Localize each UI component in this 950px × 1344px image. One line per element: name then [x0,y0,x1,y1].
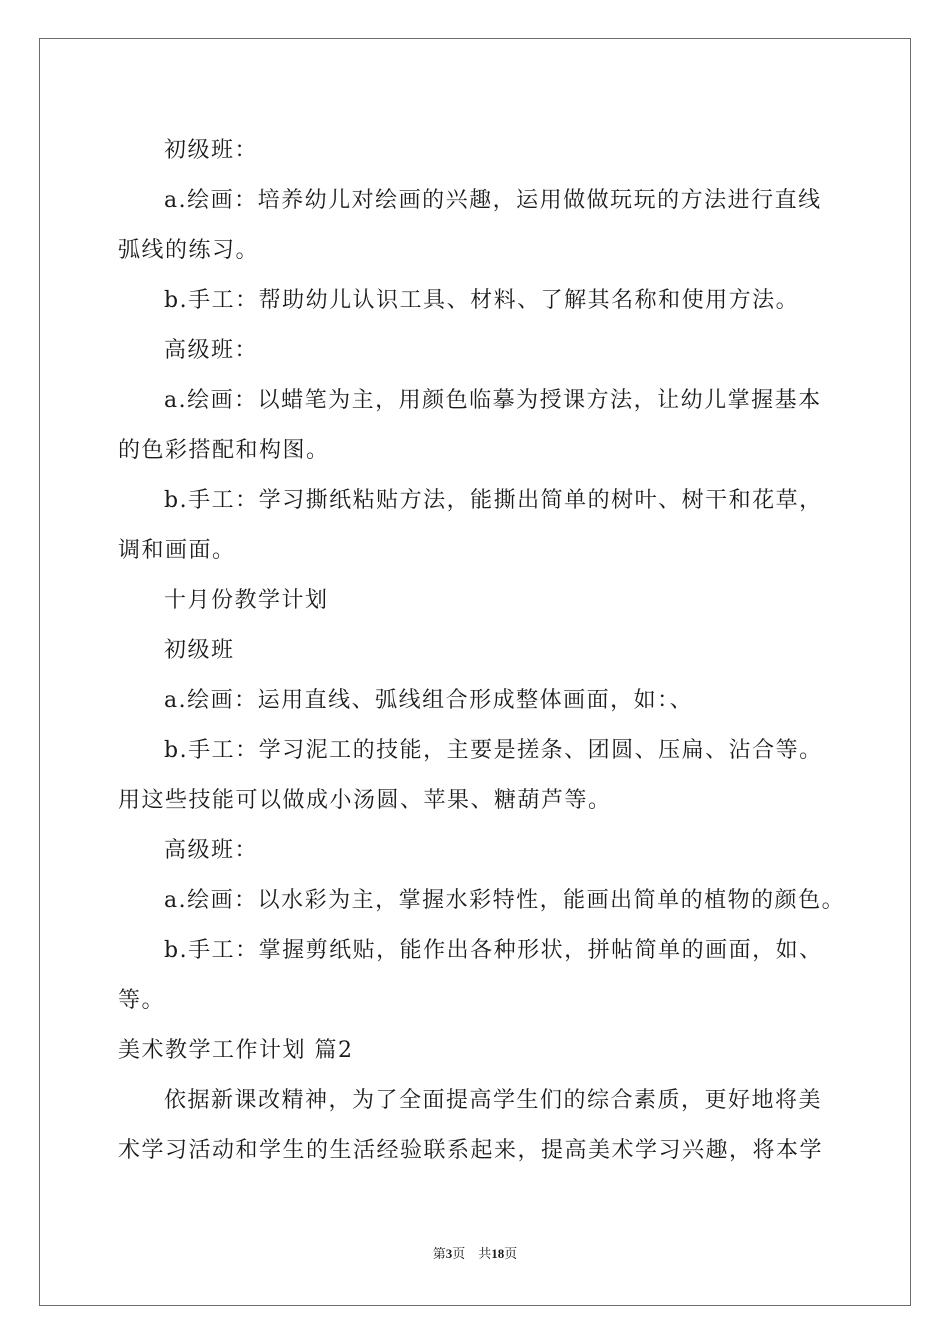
total-pages-number: 18 [491,1246,505,1261]
text-line-21: 术学习活动和学生的生活经验联系起来，提高美术学习兴趣，将本学 [118,1138,824,1163]
section-heading-october: 十月份教学计划 [164,588,329,613]
text-line-8: b.手工：学习撕纸粘贴方法，能撕出简单的树叶、树干和花草， [164,488,823,513]
section-heading-part-2: 美术教学工作计划 篇2 [118,1038,354,1063]
text-line-7: 的色彩搭配和构图。 [118,438,330,463]
text-line-3: 弧线的练习。 [118,238,260,263]
text-line-4: b.手工：帮助幼儿认识工具、材料、了解其名称和使用方法。 [164,288,800,313]
text-line-12: a.绘画：运用直线、弧线组合形成整体画面，如：、 [164,688,694,713]
text-line-16: a.绘画：以水彩为主，掌握水彩特性，能画出简单的植物的颜色。 [164,888,846,913]
text-line-14: 用这些技能可以做成小汤圆、苹果、糖葫芦等。 [118,788,612,813]
text-line-9: 调和画面。 [118,538,236,563]
text-line-18: 等。 [118,988,166,1013]
text-line-17: b.手工：掌握剪纸贴，能作出各种形状，拼帖简单的画面，如、 [164,938,823,963]
footer-prefix: 第 [432,1247,446,1262]
footer-middle: 页 共 [452,1247,492,1262]
document-body [118,126,846,1176]
text-line-5: 高级班： [164,338,259,363]
text-line-13: b.手工：学习泥工的技能，主要是搓条、团圆、压扁、沾合等。 [164,738,823,763]
text-line-6: a.绘画：以蜡笔为主，用颜色临摹为授课方法，让幼儿掌握基本 [164,388,822,413]
text-line-2: a.绘画：培养幼儿对绘画的兴趣，运用做做玩玩的方法进行直线 [164,188,822,213]
footer-suffix: 页 [504,1247,518,1262]
text-line-20: 依据新课改精神，为了全面提高学生们的综合素质，更好地将美 [164,1088,823,1113]
text-line-11: 初级班 [164,638,235,663]
text-line-15: 高级班： [164,838,259,863]
page-footer [0,1244,950,1265]
current-page-number: 3 [445,1246,453,1261]
text-line-1: 初级班： [164,138,259,163]
